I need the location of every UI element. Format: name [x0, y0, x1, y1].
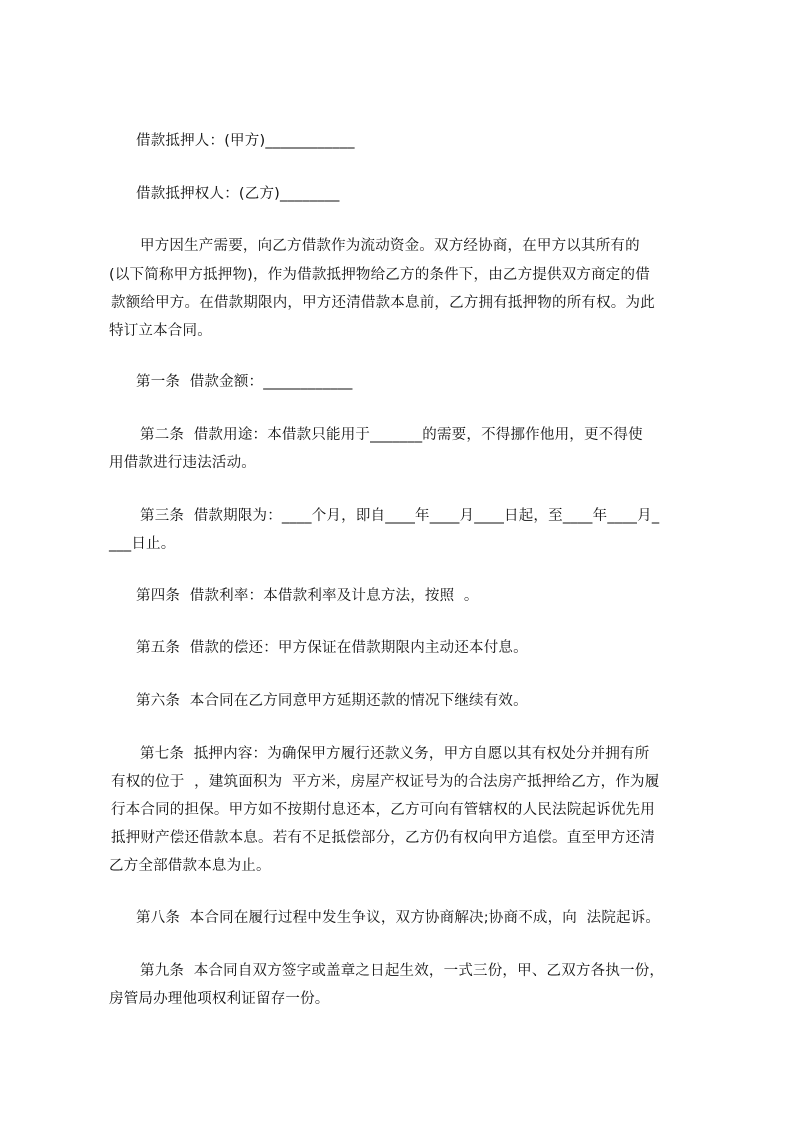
article-7-line: 行本合同的担保。甲方如不按期付息还本，乙方可向有管辖权的人民法院起诉优先用 — [111, 802, 655, 818]
article-3-line: ___日止。 — [109, 536, 176, 552]
article-7-line: 抵押财产偿还借款本息。若有不足抵偿部分，乙方仍有权向甲方追偿。直至甲方还清 — [111, 830, 655, 846]
preamble-line: 款额给甲方。在借款期限内，甲方还清借款本息前，乙方拥有抵押物的所有权。为此 — [111, 295, 655, 311]
party-b-text: 借款抵押权人：(乙方)________ — [136, 186, 340, 202]
article-6-text: 第六条 本合同在乙方同意甲方延期还款的情况下继续有效。 — [136, 693, 528, 709]
article-7-line: 第七条 抵押内容：为确保甲方履行还款义务，甲方自愿以其有权处分并拥有所 — [140, 746, 650, 762]
article-9-line: 房管局办理他项权利证留存一份。 — [109, 991, 330, 1007]
article-7-line: 乙方全部借款本息为止。 — [109, 858, 271, 874]
article-2-line: 第二条 借款用途：本借款只能用于_______的需要，不得挪作他用，更不得使 — [140, 427, 643, 443]
preamble-line: 甲方因生产需要，向乙方借款作为流动资金。双方经协商，在甲方以其所有的 — [140, 238, 640, 254]
party-a-text: 借款抵押人：(甲方)____________ — [136, 133, 355, 149]
article-8-text: 第八条 本合同在履行过程中发生争议，双方协商解决;协商不成，向 法院起诉。 — [136, 910, 661, 926]
article-2-line: 用借款进行违法活动。 — [109, 455, 256, 471]
article-5-text: 第五条 借款的偿还：甲方保证在借款期限内主动还本付息。 — [136, 640, 528, 656]
article-1-text: 第一条 借款金额：____________ — [136, 374, 353, 390]
article-7-line: 有权的位于 ，建筑面积为 平方米，房屋产权证号为的合法房产抵押给乙方，作为履 — [111, 774, 660, 790]
preamble-line: (以下简称甲方抵押物)，作为借款抵押物给乙方的条件下，由乙方提供双方商定的借 — [109, 267, 650, 283]
article-9-line: 第九条 本合同自双方签字或盖章之日起生效，一式三份，甲、乙双方各执一份， — [140, 963, 665, 979]
article-3-line: 第三条 借款期限为：____个月，即自____年____月____日起，至____年____月_ — [140, 508, 660, 524]
article-4-text: 第四条 借款利率：本借款利率及计息方法，按照 。 — [136, 588, 479, 604]
preamble-line: 特订立本合同。 — [109, 323, 212, 339]
